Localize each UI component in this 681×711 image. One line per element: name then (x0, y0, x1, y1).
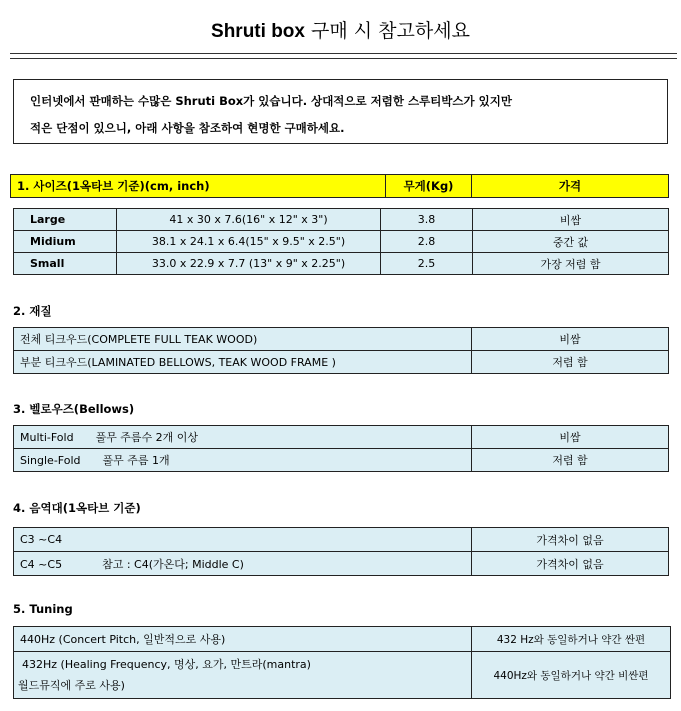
table-row (14, 627, 671, 652)
material-table (13, 327, 669, 374)
table-row (14, 652, 671, 699)
tuning-table (13, 626, 671, 699)
bellows-price: 비쌈 (472, 426, 669, 449)
range-label: C3 ~C4 (20, 533, 63, 546)
size-header-spec: 1. 사이즈(1옥타브 기준)(cm, inch) (11, 175, 386, 198)
range-cell (14, 552, 472, 576)
tuning-label-line1: 432Hz (Healing Frequency, 명상, 요가, 만트라(mantra) (22, 658, 311, 671)
tuning-label: 440Hz (Concert Pitch, 일반적으로 사용) (14, 627, 472, 652)
size-header-price: 가격 (472, 175, 669, 198)
table-row (14, 351, 669, 374)
bellows-desc: 풀무 주름수 2개 이상 (95, 431, 199, 444)
size-weight: 2.8 (381, 231, 473, 253)
title-rule-top (10, 53, 677, 54)
range-cell (14, 528, 472, 552)
material-label: 부분 티크우드(LAMINATED BELLOWS, TEAK WOOD FRAME ) (14, 351, 472, 374)
material-heading: 2. 재질 (13, 304, 52, 318)
material-price: 저렴 함 (472, 351, 669, 374)
bellows-cell (14, 426, 472, 449)
tuning-price: 440Hz와 동일하거나 약간 비싼편 (472, 652, 671, 699)
intro-line-1: 인터넷에서 판매하는 수많은 Shruti Box가 있습니다. 상대적으로 저렴한 스루티박스가 있지만 (30, 94, 512, 108)
range-price: 가격차이 없음 (472, 552, 669, 576)
bellows-type: Single-Fold (20, 454, 81, 467)
range-note: 참고 : C4(가온다; Middle C) (102, 557, 244, 571)
bellows-desc: 풀무 주름 1개 (102, 454, 170, 467)
title-brand: Shruti box (211, 21, 305, 42)
table-row (14, 209, 669, 231)
size-name: Large (14, 209, 117, 231)
size-header-table (10, 174, 669, 198)
bellows-price: 저렴 함 (472, 449, 669, 472)
page-title (0, 18, 681, 45)
table-row (14, 552, 669, 576)
material-label: 전체 티크우드(COMPLETE FULL TEAK WOOD) (14, 328, 472, 351)
bellows-heading: 3. 벨로우즈(Bellows) (13, 402, 135, 416)
tuning-label-line2: 월드뮤직에 주로 사용) (18, 679, 125, 692)
size-price: 가장 저렴 함 (473, 253, 669, 275)
size-table (13, 208, 669, 275)
size-weight: 3.8 (381, 209, 473, 231)
range-label: C4 ~C5 (20, 557, 63, 571)
size-dims: 33.0 x 22.9 x 7.7 (13" x 9" x 2.25") (117, 253, 381, 275)
table-row (14, 528, 669, 552)
size-dims: 38.1 x 24.1 x 6.4(15" x 9.5" x 2.5") (117, 231, 381, 253)
tuning-heading: 5. Tuning (13, 602, 73, 616)
intro-line-2: 적은 단점이 있으니, 아래 사항을 참조하여 현명한 구매하세요. (30, 121, 345, 135)
size-name: Midium (14, 231, 117, 253)
title-rule-bottom (10, 58, 677, 59)
bellows-cell (14, 449, 472, 472)
bellows-type: Multi-Fold (20, 431, 74, 444)
size-price: 중간 값 (473, 231, 669, 253)
material-price: 비쌈 (472, 328, 669, 351)
size-header-weight: 무게(Kg) (386, 175, 472, 198)
intro-box (13, 79, 668, 144)
range-price: 가격차이 없음 (472, 528, 669, 552)
range-table (13, 527, 669, 576)
title-rest: 구매 시 참고하세요 (311, 20, 470, 42)
table-row (14, 253, 669, 275)
size-price: 비쌈 (473, 209, 669, 231)
range-heading: 4. 음역대(1옥타브 기준) (13, 501, 141, 515)
size-weight: 2.5 (381, 253, 473, 275)
table-row (14, 328, 669, 351)
tuning-price: 432 Hz와 동일하거나 약간 싼편 (472, 627, 671, 652)
size-name: Small (14, 253, 117, 275)
tuning-cell (14, 652, 472, 699)
bellows-table (13, 425, 669, 472)
table-row (14, 449, 669, 472)
size-dims: 41 x 30 x 7.6(16" x 12" x 3") (117, 209, 381, 231)
table-row (14, 231, 669, 253)
table-row (14, 426, 669, 449)
